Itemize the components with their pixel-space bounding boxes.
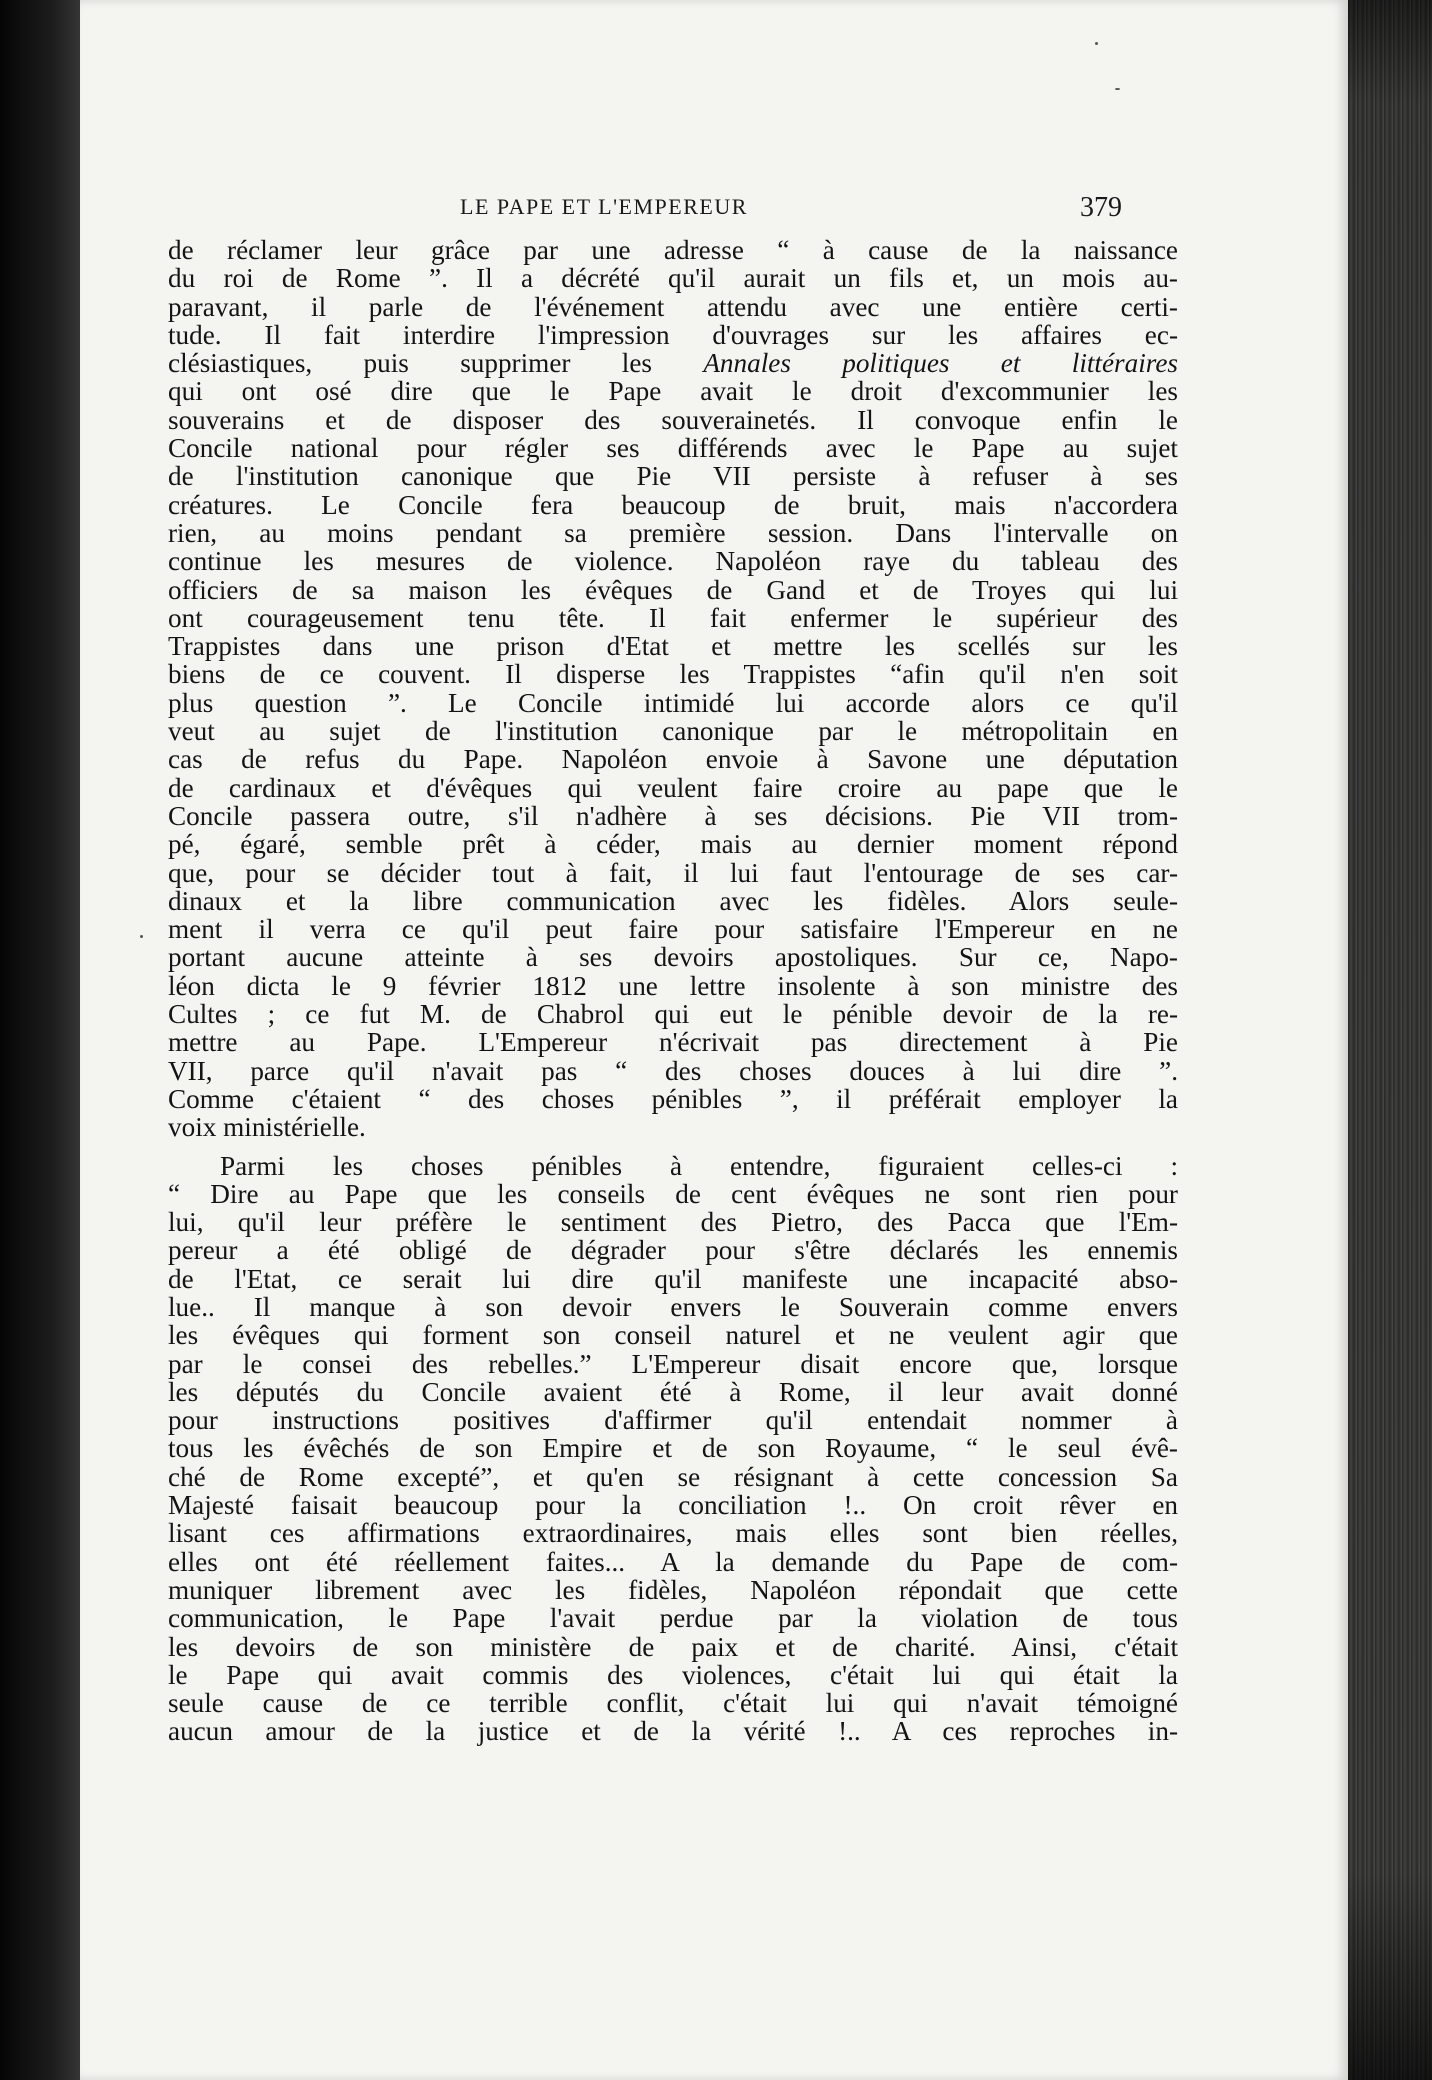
text-line: de l'institution canonique que Pie VII persiste à refuser à ses <box>168 461 1178 492</box>
text-line: ont courageusement tenu tête. Il fait enfermer le supérieur des <box>168 602 1178 633</box>
text-line: le Pape qui avait commis des violences, c'était lui qui était la <box>168 1659 1178 1690</box>
body-text <box>168 236 1178 1746</box>
text-line: officiers de sa maison les évêques de Gand et de Troyes qui lui <box>168 574 1178 605</box>
text-line: tous les évêchés de son Empire et de son Royaume, “ le seul évê- <box>168 1433 1178 1464</box>
text-line: lue.. Il manque à son devoir envers le Souverain comme envers <box>168 1291 1178 1322</box>
scan-speck <box>140 935 143 938</box>
text-line: veut au sujet de l'institution canonique par le métropolitain en <box>168 716 1178 747</box>
text-line: Parmi les choses pénibles à entendre, figuraient celles-ci : <box>220 1150 1178 1181</box>
text-line: Majesté faisait beaucoup pour la conciliation !.. On croit rêver en <box>168 1490 1178 1521</box>
text-line: muniquer librement avec les fidèles, Napoléon répondait que cette <box>168 1574 1178 1605</box>
paragraph-2 <box>168 1152 1178 1746</box>
italic-publication-title: Annales politiques et littéraires <box>703 348 1178 379</box>
text-line: lisant ces affirmations extraordinaires, mais elles sont bien réelles, <box>168 1518 1178 1549</box>
text-line: Comme c'étaient “ des choses pénibles ”, il préférait employer la <box>168 1083 1178 1114</box>
scan-speck <box>1095 42 1098 45</box>
page-stack-edge <box>1348 0 1432 2080</box>
running-title: LE PAPE ET L'EMPEREUR <box>460 194 748 219</box>
text-line: rien, au moins pendant sa première session. Dans l'intervalle on <box>168 517 1178 548</box>
text-line: pé, égaré, semble prêt à céder, mais au dernier moment répond <box>168 829 1178 860</box>
text-line: de réclamer leur grâce par une adresse “ à cause de la naissance <box>168 235 1178 265</box>
text-line: de l'Etat, ce serait lui dire qu'il manifeste une incapacité abso- <box>168 1263 1178 1294</box>
text-line: biens de ce couvent. Il disperse les Trappistes “afin qu'il n'en soit <box>168 659 1178 690</box>
text-line: de cardinaux et d'évêques qui veulent faire croire au pape que le <box>168 772 1178 803</box>
text-line: mettre au Pape. L'Empereur n'écrivait pas directement à Pie <box>168 1027 1178 1058</box>
text-line: cas de refus du Pape. Napoléon envoie à Savone une députation <box>168 744 1178 775</box>
text-line: Concile passera outre, s'il n'adhère à ses décisions. Pie VII trom- <box>168 800 1178 831</box>
text-line: “ Dire au Pape que les conseils de cent évêques ne sont rien pour <box>168 1178 1178 1209</box>
text-line: qui ont osé dire que le Pape avait le droit d'excommunier les <box>168 376 1178 407</box>
text-line: les devoirs de son ministère de paix et de charité. Ainsi, c'était <box>168 1631 1178 1662</box>
text-line: créatures. Le Concile fera beaucoup de bruit, mais n'accordera <box>168 489 1178 520</box>
text-line: dinaux et la libre communication avec les fidèles. Alors seule- <box>168 885 1178 916</box>
text-line: paravant, il parle de l'événement attendu avec une entière certi- <box>168 291 1178 322</box>
text-line-with-italic <box>168 349 1178 377</box>
text-line: elles ont été réellement faites... A la demande du Pape de com- <box>168 1546 1178 1577</box>
text-line: portant aucune atteinte à ses devoirs apostoliques. Sur ce, Napo- <box>168 942 1178 973</box>
text-line: ment il verra ce qu'il peut faire pour satisfaire l'Empereur en ne <box>168 914 1178 945</box>
text-line: Concile national pour régler ses différends avec le Pape au sujet <box>168 433 1178 464</box>
text-line: aucun amour de la justice et de la vérité !.. A ces reproches in- <box>168 1716 1178 1747</box>
text-line: du roi de Rome ”. Il a décrété qu'il aurait un fils et, un mois au- <box>168 263 1178 294</box>
paragraph-gap <box>168 1142 1178 1152</box>
text-line-start: clésiastiques, puis supprimer les <box>168 348 704 379</box>
text-line: plus question ”. Le Concile intimidé lui accorde alors ce qu'il <box>168 687 1178 718</box>
text-line: les évêques qui forment son conseil naturel et ne veulent agir que <box>168 1320 1178 1351</box>
text-line: souverains et de disposer des souverainetés. Il convoque enfin le <box>168 404 1178 435</box>
scan-speck <box>1115 88 1120 90</box>
running-head <box>80 188 1348 228</box>
text-line: VII, parce qu'il n'avait pas “ des choses douces à lui dire ”. <box>168 1055 1178 1086</box>
facing-page-edge <box>0 0 86 2080</box>
text-line: lui, qu'il leur préfère le sentiment des Pietro, des Pacca que l'Em- <box>168 1207 1178 1238</box>
text-line: pour instructions positives d'affirmer qu'il entendait nommer à <box>168 1405 1178 1436</box>
text-line: communication, le Pape l'avait perdue par la violation de tous <box>168 1603 1178 1634</box>
text-line: voix ministérielle. <box>168 1112 366 1143</box>
text-line: les députés du Concile avaient été à Rome, il leur avait donné <box>168 1376 1178 1407</box>
text-line: que, pour se décider tout à fait, il lui faut l'entourage de ses car- <box>168 857 1178 888</box>
text-line: par le consei des rebelles.” L'Empereur disait encore que, lorsque <box>168 1348 1178 1379</box>
text-line: ché de Rome excepté”, et qu'en se résignant à cette concession Sa <box>168 1461 1178 1492</box>
text-line: seule cause de ce terrible conflit, c'était lui qui n'avait témoigné <box>168 1688 1178 1719</box>
text-line: Trappistes dans une prison d'Etat et mettre les scellés sur les <box>168 631 1178 662</box>
text-line: pereur a été obligé de dégrader pour s'être déclarés les ennemis <box>168 1235 1178 1266</box>
text-line: Cultes ; ce fut M. de Chabrol qui eut le pénible devoir de la re- <box>168 999 1178 1030</box>
text-line: léon dicta le 9 février 1812 une lettre insolente à son ministre des <box>168 970 1178 1001</box>
page-number: 379 <box>1080 192 1122 223</box>
text-line: continue les mesures de violence. Napoléon raye du tableau des <box>168 546 1178 577</box>
book-page <box>80 0 1348 2080</box>
paragraph-1 <box>168 236 1178 1142</box>
text-line: tude. Il fait interdire l'impression d'ouvrages sur les affaires ec- <box>168 319 1178 350</box>
